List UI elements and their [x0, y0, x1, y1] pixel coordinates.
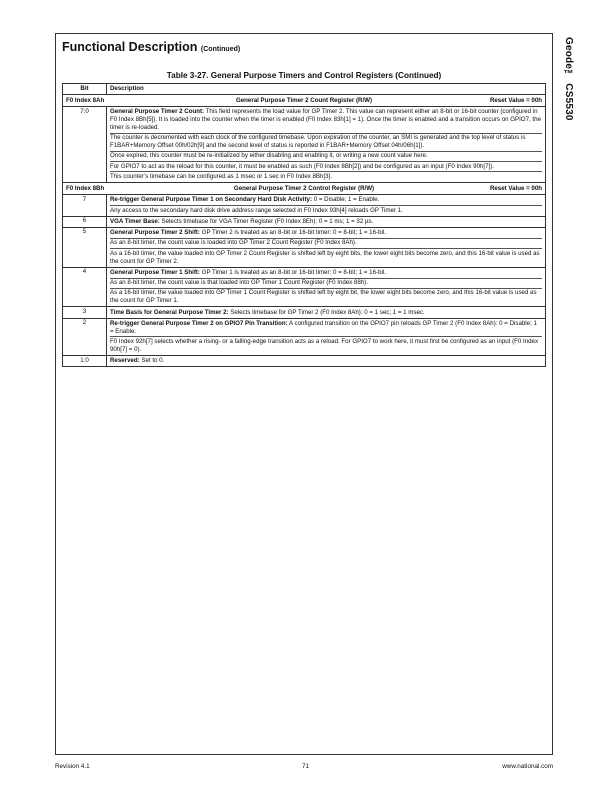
description-paragraph — [110, 288, 542, 306]
description-cell — [107, 216, 546, 227]
table-row — [63, 307, 546, 318]
description-text: Selects timebase for GP Timer 2 (F0 Index 8Ah): 0 = 1 sec; 1 = 1 msec. — [228, 308, 425, 316]
bit-cell: 2 — [63, 318, 107, 355]
table-row — [63, 318, 546, 355]
bit-column-header: Bit — [63, 84, 107, 95]
description-paragraph — [110, 171, 542, 181]
description-text: As an 8-bit timer, the count value is that loaded into GP Timer 1 Count Register (F0 Index 88h). — [110, 279, 368, 287]
field-name: General Purpose Timer 1 Shift: — [110, 268, 200, 276]
footer-page-number: 71 — [301, 763, 309, 770]
description-paragraph — [110, 151, 542, 161]
side-product-label: Geode™ CS5530 — [563, 37, 574, 121]
description-text: This counter’s timebase can be configured as 1 msec or 1 sec in F0 Index 8Bh[3]. — [110, 173, 332, 181]
description-paragraph — [110, 217, 542, 226]
description-paragraph — [110, 248, 542, 266]
description-text: Any access to the secondary hard disk drive address range selected in F0 Index 93h[4] reloads GP Timer 1. — [110, 206, 403, 214]
description-paragraph — [110, 336, 542, 354]
description-text: Set to 0. — [139, 357, 165, 365]
table-title: Table 3-27. General Purpose Timers and Control Registers (Continued) — [166, 71, 442, 80]
description-text: This field represents the load value for GP Timer 2. This value can represent either an 8-bit or 16-bit counter (configured in F0 Index 8Bh[5]). It is loaded into the counter when the timer is enabled (F0 Index 83h[1] = 1). Once the timer is enabled and a transition occurs on GPIO7, the timer is re-loaded. — [110, 108, 541, 131]
register-reset-value: Reset Value = 00h — [489, 96, 542, 104]
bit-cell: 6 — [63, 216, 107, 227]
section-title — [62, 40, 240, 54]
description-cell — [107, 107, 546, 183]
field-name: Re-trigger General Purpose Timer 1 on Secondary Hard Disk Activity: — [110, 196, 313, 204]
table-row — [63, 267, 546, 307]
bit-cell: 1:0 — [63, 356, 107, 367]
description-text: For GPIO7 to act as the reload for this counter, it must be enabled as such (F0 Index 8Bh[2]) and be configured as an input (F0 Index 90h[7]). — [110, 162, 495, 170]
table-row — [63, 227, 546, 267]
section-title-text: Functional Description — [62, 40, 198, 54]
register-header-8bh — [63, 183, 546, 195]
description-column-header: Description — [107, 84, 546, 95]
description-paragraph — [110, 228, 542, 237]
description-cell — [107, 267, 546, 307]
description-text: As a 16-bit timer, the value loaded into GP Timer 1 Count Register is shifted left by eight bit, the lower eight bits become zero, and this 16-bit value is used as the count for GP Timer 1. — [110, 289, 537, 305]
description-paragraph — [110, 308, 542, 317]
description-paragraph — [110, 357, 542, 366]
table-header-row — [63, 84, 546, 95]
bit-cell: 3 — [63, 307, 107, 318]
description-text: Once expired, this counter must be re-initialized by either disabling and enabling it, or writing a new count value here. — [110, 152, 428, 160]
register-header-8ah — [63, 95, 546, 107]
description-text: As a 16-bit timer, the value loaded into GP Timer 2 Count Register is shifted left by eight bits, the lower eight bits become zero, and this 16-bit value is used as the count for GP Timer 2. — [110, 249, 540, 265]
description-paragraph — [110, 319, 542, 336]
description-cell — [107, 356, 546, 367]
description-paragraph — [110, 196, 542, 205]
register-index: F0 Index 8Ah — [66, 96, 105, 104]
description-paragraph — [110, 205, 542, 215]
field-name: General Purpose Timer 2 Shift: — [110, 229, 200, 237]
description-text: GP Timer 2 is treated as an 8-bit or 16-bit timer: 0 = 8-bit; 1 = 16-bit. — [199, 229, 387, 237]
description-paragraph — [110, 108, 542, 133]
field-name: Re-trigger General Purpose Timer 2 on GPIO7 Pin Transition: — [110, 319, 288, 327]
description-paragraph — [110, 161, 542, 171]
table-row — [63, 195, 546, 217]
register-name: General Purpose Timer 2 Control Register (R/W) — [233, 184, 375, 192]
description-cell — [107, 307, 546, 318]
field-name: General Purpose Timer 2 Count: — [110, 108, 205, 116]
description-text: 0 = Disable; 1 = Enable. — [312, 196, 380, 204]
table-row — [63, 356, 546, 367]
register-name: General Purpose Timer 2 Count Register (R/W) — [235, 96, 373, 104]
register-8ah-section — [63, 95, 546, 183]
table-row — [63, 216, 546, 227]
description-paragraph — [110, 238, 542, 248]
description-cell — [107, 318, 546, 355]
description-paragraph — [110, 268, 542, 277]
footer-revision: Revision 4.1 — [55, 763, 90, 770]
description-text: GP Timer 1 is treated as an 8-bit or 16-bit timer: 0 = 8-bit; 1 = 16-bit. — [199, 268, 387, 276]
register-reset-value: Reset Value = 00h — [489, 184, 542, 192]
description-text: The counter is decremented with each clock of the configured timebase. Upon expiration of the counter, an SMI is generated and the top level of status is F1BAR+Memory Offset 00h/02h[9] and the second level of status is reported in F1BAR+Memory Offset 04h/06h[1]). — [110, 134, 526, 150]
section-continued: (Continued) — [200, 46, 241, 53]
description-text: Selects timebase for VGA Timer Register (F0 Index 8Eh): 0 = 1 ms; 1 = 32 µs. — [159, 217, 374, 225]
description-cell — [107, 195, 546, 217]
bit-cell: 7:0 — [63, 107, 107, 183]
table-row — [63, 107, 546, 183]
field-name: VGA Timer Base: — [110, 217, 160, 225]
description-text: F0 Index 92h[7] selects whether a rising- or a falling-edge transition acts as a reload. For GPIO7 to work here, it must first be configured as an input (F0 Index 90h[7] = 0). — [110, 338, 539, 354]
bit-cell: 7 — [63, 195, 107, 217]
description-text: As an 8-bit timer, the count value is loaded into GP Timer 2 Count Register (F0 Index 8Ah). — [110, 239, 357, 247]
footer-url[interactable]: www.national.com — [502, 763, 553, 770]
bit-cell: 4 — [63, 267, 107, 307]
register-index: F0 Index 8Bh — [66, 184, 105, 192]
description-cell — [107, 227, 546, 267]
register-8bh-section — [63, 183, 546, 367]
bit-cell: 5 — [63, 227, 107, 267]
description-paragraph — [110, 278, 542, 288]
description-paragraph — [110, 133, 542, 151]
description-text: A configured transition on the GPIO7 pin reloads GP Timer 2 (F0 Index 8Ah): 0 = Disable; 1 = Enable. — [110, 319, 537, 335]
field-name: Time Basis for General Purpose Timer 2: — [110, 308, 229, 316]
field-name: Reserved: — [110, 357, 140, 365]
register-table — [62, 83, 546, 367]
